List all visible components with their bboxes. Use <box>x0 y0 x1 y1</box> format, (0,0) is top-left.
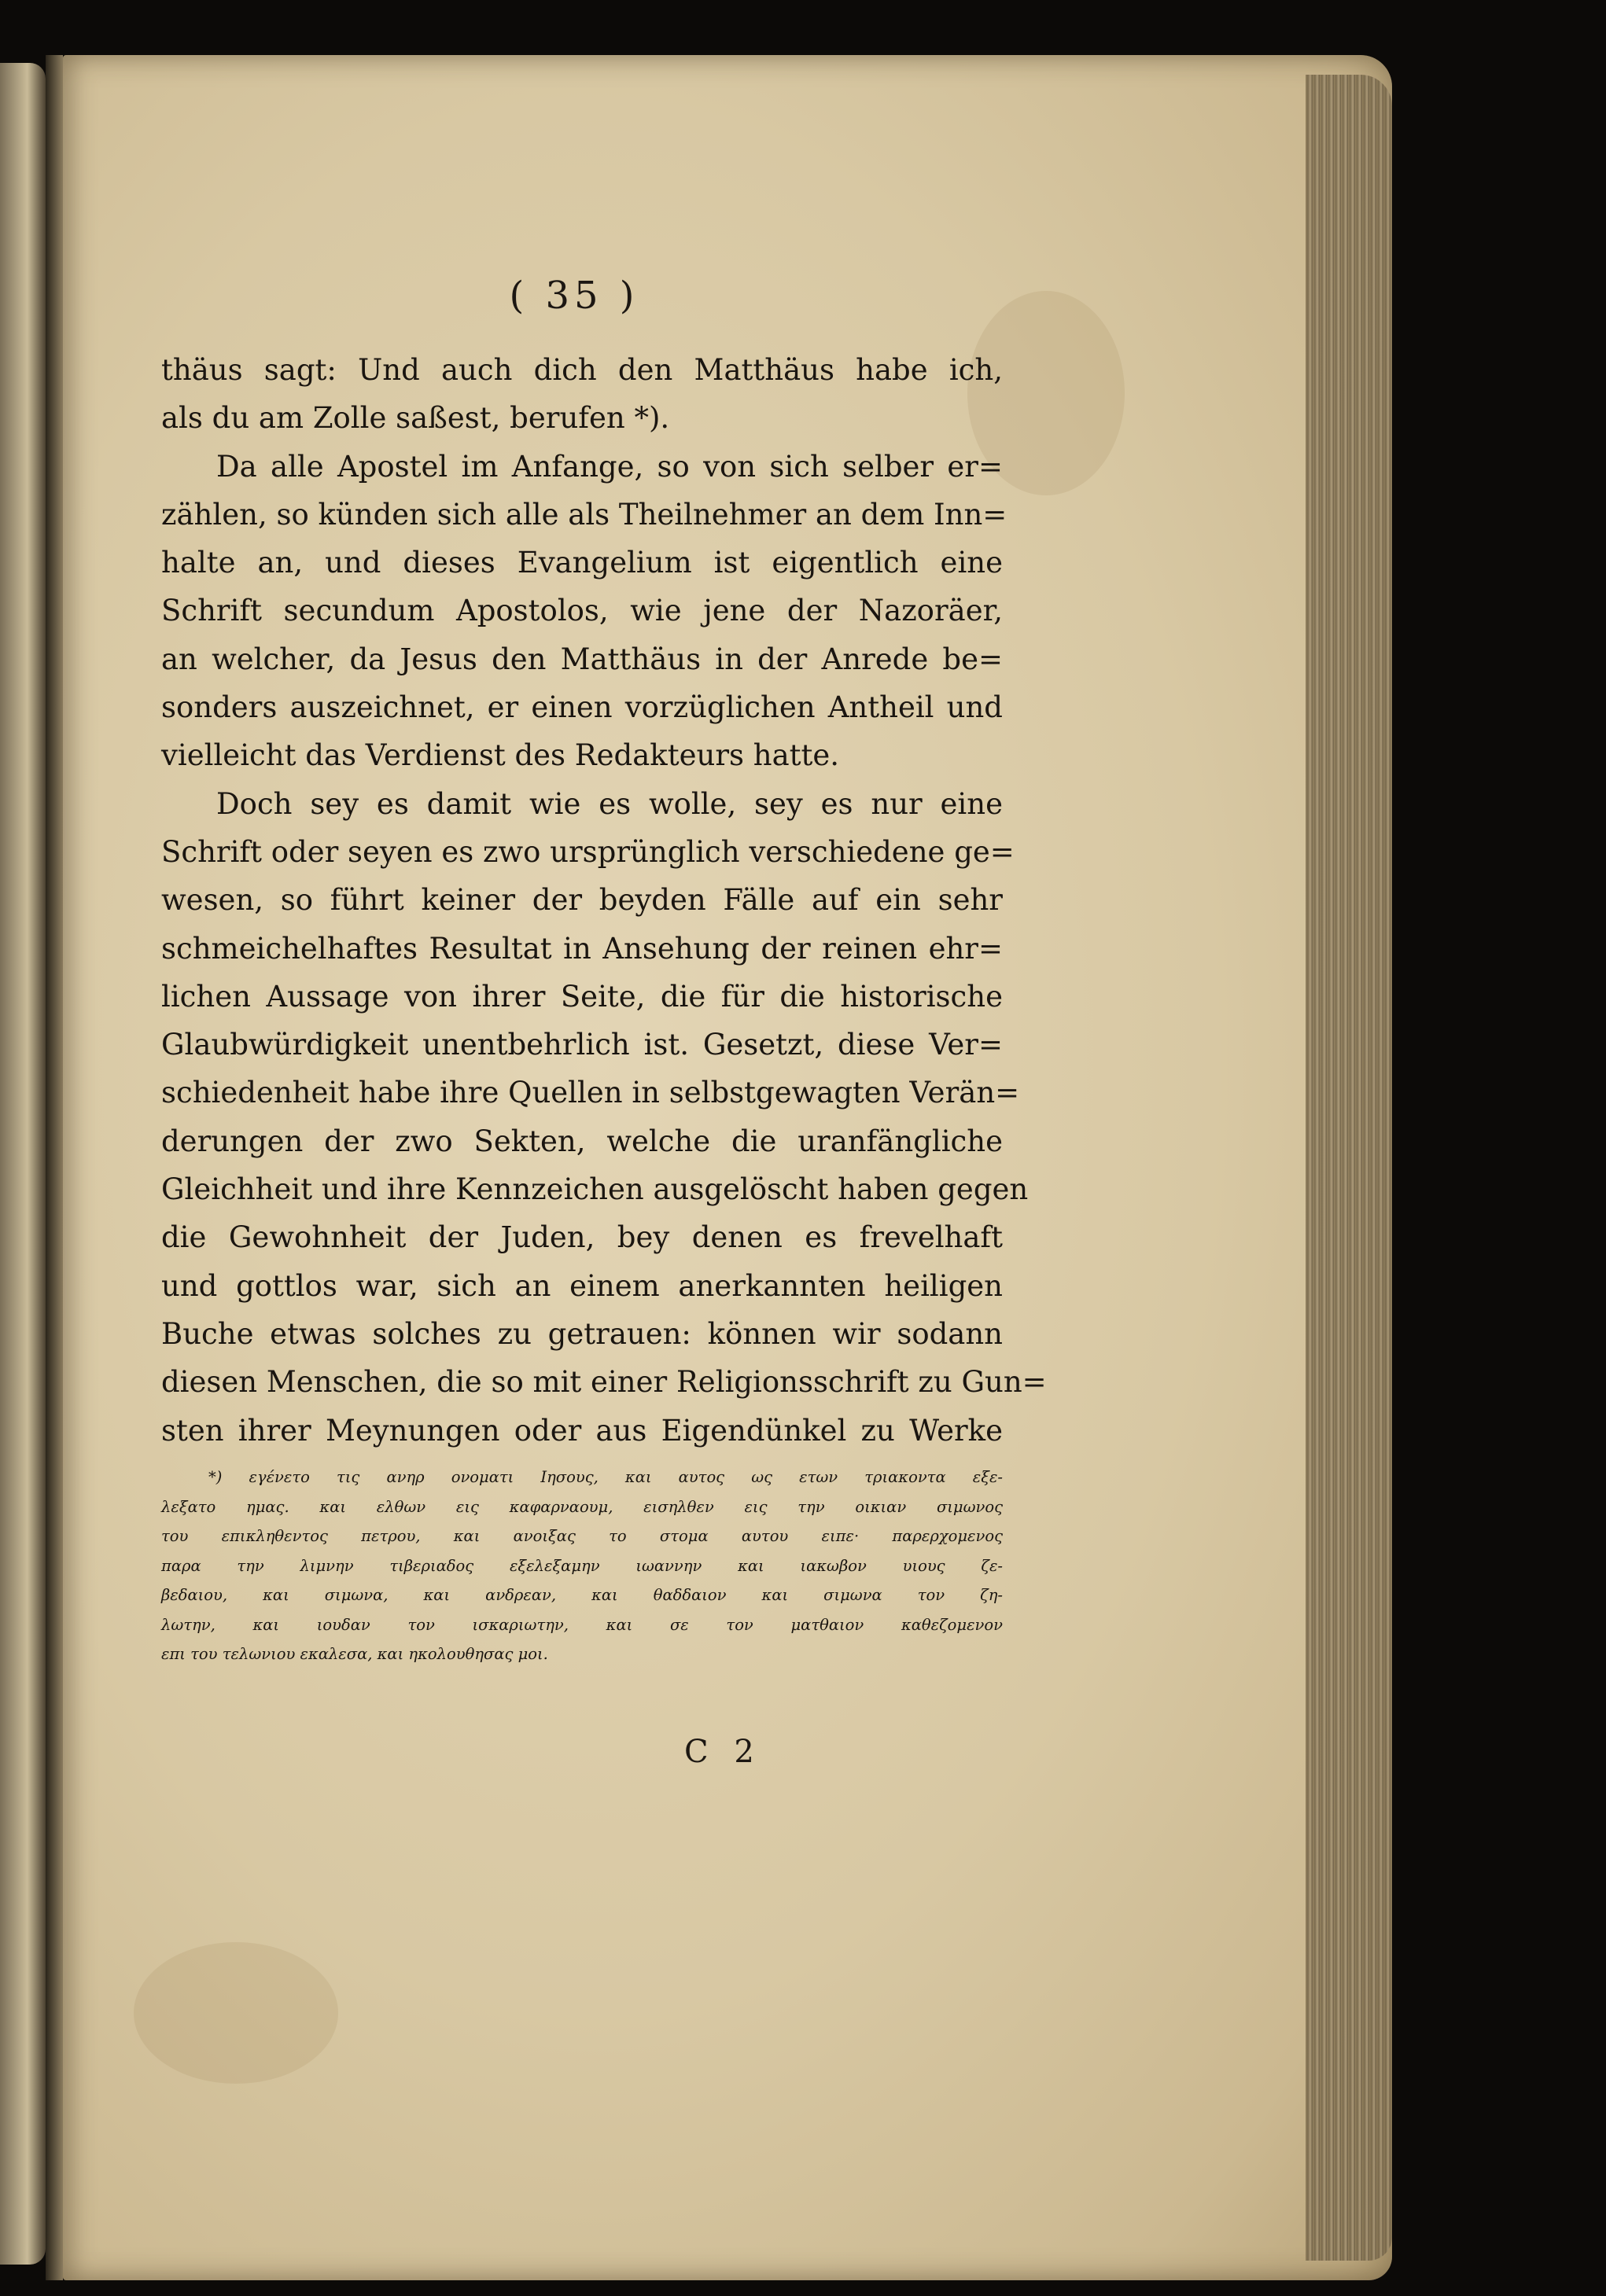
body-text <box>161 346 1047 1455</box>
text-line: halte an, und dieses Evangelium ist eigentlich eine <box>161 546 1003 580</box>
paper-stain <box>134 1942 338 2084</box>
footnote-line: *) εγένετο τις ανηρ ονοματι Ιησους, και αυτος ως ετων τριακοντα εξε- <box>208 1468 1003 1486</box>
text-line: schiedenheit habe ihre Quellen in selbstgewagten Verän= <box>161 1076 1020 1110</box>
page-fore-edge <box>1306 75 1392 2261</box>
text-line: Da alle Apostel im Anfange, so von sich selber er= <box>216 449 1003 484</box>
text-line: Doch sey es damit wie es wolle, sey es nur eine <box>216 786 1003 821</box>
page-number: ( 35 ) <box>509 274 639 318</box>
footnote <box>161 1463 1003 1669</box>
text-line: vielleicht das Verdienst des Redakteurs hatte. <box>161 738 840 773</box>
text-line: Schrift oder seyen es zwo ursprünglich verschiedene ge= <box>161 834 1015 869</box>
text-line: Buche etwas solches zu getrauen: können wir sodann <box>161 1316 1003 1351</box>
text-line: wesen, so führt keiner der beyden Fälle auf ein sehr <box>161 883 1003 918</box>
text-line: diesen Menschen, die so mit einer Religionsschrift zu Gun= <box>161 1365 1047 1400</box>
footnote-line: λεξατο ημας. και ελθων εις καφαρναουμ, εισηλθεν εις την οικιαν σιμωνος <box>161 1497 1003 1516</box>
signature-mark: C 2 <box>684 1734 762 1770</box>
footnote-line: του επικληθεντος πετρου, και ανοιξας το στομα αυτου ειπε· παρερχομενος <box>161 1527 1003 1545</box>
text-line: und gottlos war, sich an einem anerkannten heiligen <box>161 1268 1003 1303</box>
text-line: zählen, so künden sich alle als Theilnehmer an dem Inn= <box>161 497 1007 532</box>
footnote-line: επι του τελωνιου εκαλεσα, και ηκολουθησας μοι. <box>161 1645 548 1663</box>
footnote-line: παρα την λιμνην τιβεριαδος εξελεξαμην ιωαννην και ιακωβον υιους ζε- <box>161 1556 1003 1575</box>
text-line: schmeichelhaftes Resultat in Ansehung der reinen ehr= <box>161 931 1003 966</box>
text-line: lichen Aussage von ihrer Seite, die für die historische <box>161 979 1003 1014</box>
footnote-line: λωτην, και ιουδαν τον ισκαριωτην, και σε τον ματθαιον καθεζομενον <box>161 1615 1003 1634</box>
text-line: Schrift secundum Apostolos, wie jene der Nazoräer, <box>161 594 1003 628</box>
text-line: die Gewohnheit der Juden, bey denen es frevelhaft <box>161 1220 1003 1255</box>
text-line: an welcher, da Jesus den Matthäus in der Anrede be= <box>161 642 1003 676</box>
text-line: als du am Zolle saßest, berufen *). <box>161 401 670 436</box>
text-line: Gleichheit und ihre Kennzeichen ausgelöscht haben gegen <box>161 1172 1029 1207</box>
text-line: sonders auszeichnet, er einen vorzüglichen Antheil und <box>161 690 1003 725</box>
text-line: sten ihrer Meynungen oder aus Eigendünkel zu Werke <box>161 1413 1003 1448</box>
left-page-edge <box>0 63 46 2265</box>
text-line: thäus sagt: Und auch dich den Matthäus habe ich, <box>161 353 1003 387</box>
text-line: Glaubwürdigkeit unentbehrlich ist. Gesetzt, diese Ver= <box>161 1028 1003 1062</box>
footnote-line: βεδαιου, και σιμωνα, και ανδρεαν, και θαδδαιον και σιμωνα τον ζη- <box>161 1586 1003 1604</box>
book-gutter <box>46 55 63 2280</box>
text-line: derungen der zwo Sekten, welche die uranfängliche <box>161 1124 1003 1158</box>
